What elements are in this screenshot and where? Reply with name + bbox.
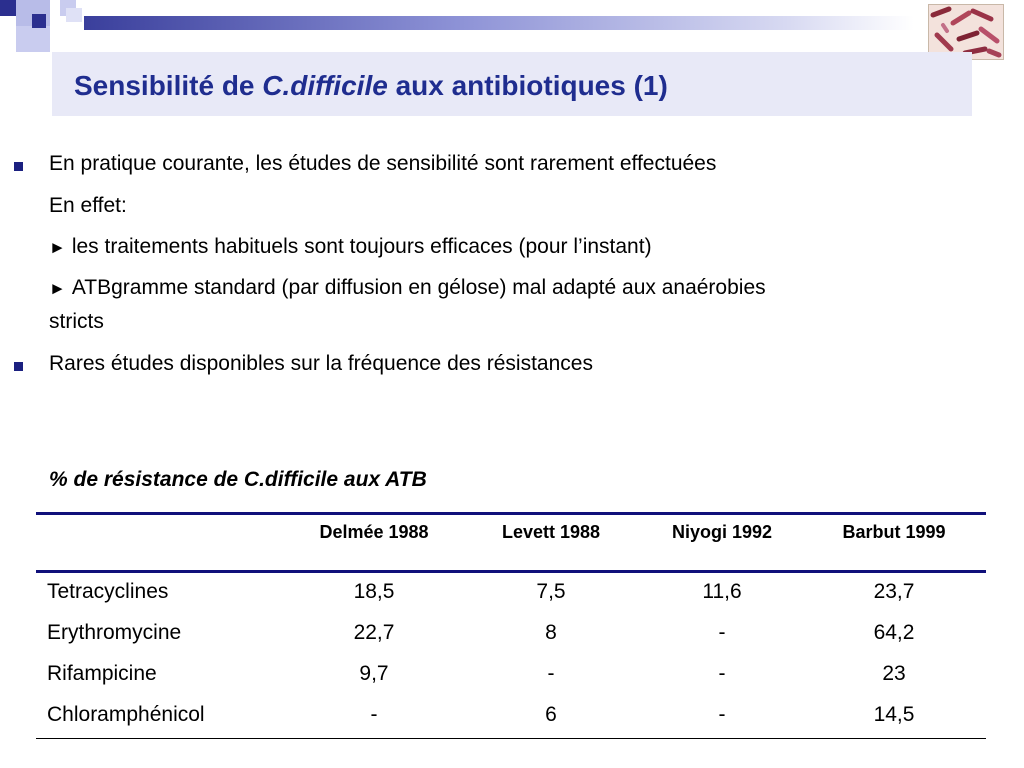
table-cell: 9,7 bbox=[359, 662, 389, 685]
table-cell: 22,7 bbox=[353, 621, 395, 644]
table-cell: 7,5 bbox=[536, 580, 566, 603]
arrow-icon: ► bbox=[49, 279, 66, 298]
table-cell: 6 bbox=[545, 703, 557, 726]
table-cell: 23 bbox=[882, 662, 906, 685]
table-cell: - bbox=[718, 662, 726, 685]
text-line-3 bbox=[49, 235, 652, 259]
text-line-4-continued: stricts bbox=[49, 310, 104, 333]
text-line-4 bbox=[49, 276, 766, 300]
table-top-rule bbox=[36, 512, 986, 515]
corner-square-navy-small bbox=[32, 14, 46, 28]
text-line-4-body: ATBgramme standard (par diffusion en gélose) mal adapté aux anaérobies bbox=[71, 276, 766, 299]
table-column-header: Levett 1988 bbox=[501, 522, 601, 542]
table-row-label: Erythromycine bbox=[47, 621, 182, 644]
title-suffix: aux antibiotiques (1) bbox=[387, 70, 668, 101]
bullet-text-2: Rares études disponibles sur la fréquence des résistances bbox=[49, 352, 593, 375]
table-caption: % de résistance de C.difficile aux ATB bbox=[49, 468, 427, 491]
bullet-marker bbox=[14, 362, 23, 371]
top-gradient-bar bbox=[84, 16, 914, 30]
table-row-label: Rifampicine bbox=[47, 662, 157, 685]
table-column-header: Barbut 1999 bbox=[842, 522, 946, 542]
bullet-text-1: En pratique courante, les études de sensibilité sont rarement effectuées bbox=[49, 152, 717, 175]
title-prefix: Sensibilité de bbox=[74, 70, 263, 101]
table-cell: 11,6 bbox=[702, 580, 742, 603]
table-cell: - bbox=[547, 662, 555, 685]
text-line-3-body: les traitements habituels sont toujours efficaces (pour l’instant) bbox=[71, 235, 652, 258]
table-column-header: Niyogi 1992 bbox=[671, 522, 773, 542]
corner-square-navy bbox=[0, 0, 16, 16]
table-cell: - bbox=[370, 703, 378, 726]
table-cell: 14,5 bbox=[873, 703, 915, 726]
table-cell: 8 bbox=[545, 621, 557, 644]
table-cell: 23,7 bbox=[873, 580, 915, 603]
page-title bbox=[74, 70, 668, 102]
table-bottom-rule bbox=[36, 738, 986, 739]
table-cell: 18,5 bbox=[353, 580, 395, 603]
table-cell: - bbox=[718, 703, 726, 726]
title-italic: C.difficile bbox=[262, 70, 388, 101]
table-header-rule bbox=[36, 570, 986, 573]
table-column-header: Delmée 1988 bbox=[319, 522, 429, 542]
corner-square-lighter bbox=[66, 8, 82, 22]
text-line-2: En effet: bbox=[49, 194, 127, 217]
arrow-icon: ► bbox=[49, 238, 66, 257]
table-row-label: Chloramphénicol bbox=[47, 703, 205, 726]
corner-square-lavender-lower bbox=[16, 26, 50, 52]
table-cell: 64,2 bbox=[873, 621, 915, 644]
table-cell: - bbox=[718, 621, 726, 644]
bullet-marker bbox=[14, 162, 23, 171]
table-row-label: Tetracyclines bbox=[47, 580, 169, 603]
